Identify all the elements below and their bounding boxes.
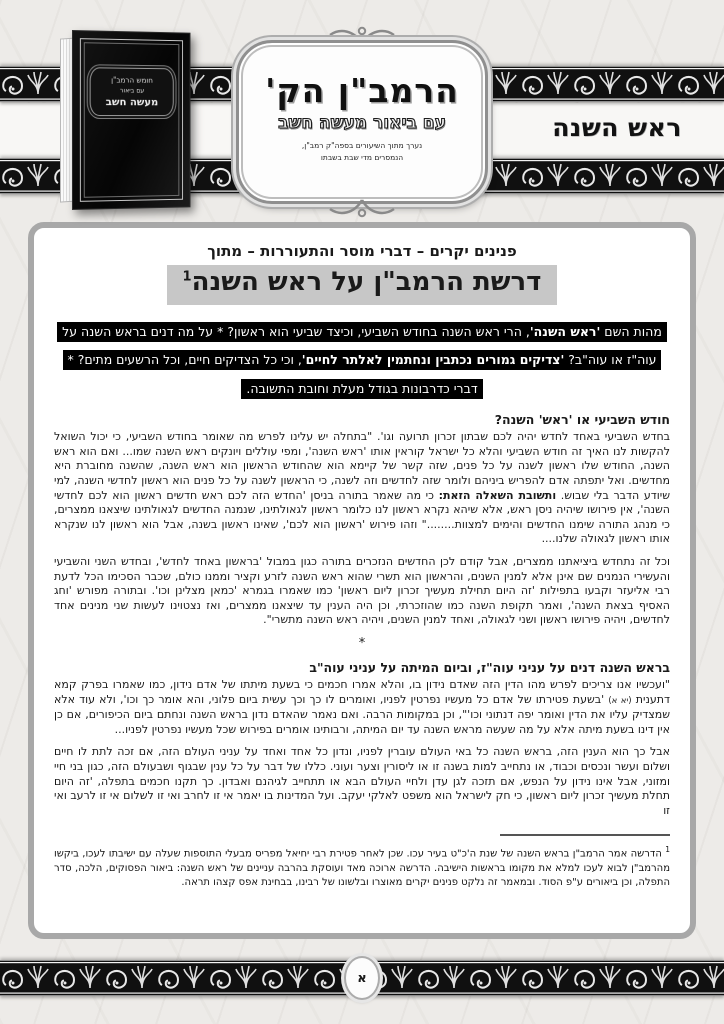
section-label: ראש השנה (552, 113, 682, 142)
title-footnote-ref: 1 (182, 269, 192, 285)
section-separator: * (358, 636, 366, 652)
masthead-tagline-line2: הנמסרים מדי שבת בשבתו (320, 153, 404, 162)
book-title-line1: חומש הרמב"ן (111, 75, 153, 85)
book-frame-inner (84, 42, 180, 198)
text-segment: 'בשעת פטירתו של אדם כל מעשיו נפרטין לפניו, ואומרים לו כך וכך עשית ביום פלוני, והא אומר כך וכו', ולא עוד אלא שמצדיק עליו את הדין ואומר יפה דנתוני וכו'", וכן במקומות הרבה. ואם נאמר שהאדם נדון בראש השנה ונחתם ביום הכיפורים, אם כן אין דינו בשעת מיתה אלא על מה שעשה מראש השנה עד יום המיתה, ורבותינו אומרים בפירוש שכל מעשיו נפרטין לפניו... (54, 692, 670, 736)
text-segment: מהות השם (600, 323, 662, 339)
text-segment: "ועכשיו אנו צריכים לפרש מהו הדין הזה שאדם נידון בו, והלא אמרו חכמים כי בשעת מיתתו של אדם נידון, כמו שאמרו בפרק קמא דתענית (54, 678, 670, 706)
text-segment: ותשובת השאלה הזאת: (438, 488, 557, 502)
masthead-tagline-line1: נערך מתוך השיעורים בספה"ק רמב"ן, (301, 141, 423, 150)
page-number: א (357, 970, 367, 986)
masthead-frame (236, 40, 488, 204)
article-sections (54, 412, 670, 818)
footnote (54, 843, 670, 889)
masthead-title: הרמב"ן הק' (265, 71, 459, 110)
text-segment: 'צדיקים גמורים נכתבין ונחתמין לאלתר לחיים' (301, 352, 565, 368)
article-kicker: פנינים יקרים – דברי מוסר והתעוררות – מתוך (207, 242, 517, 260)
book-title-cartouche (90, 67, 174, 116)
flourish-icon (320, 198, 404, 220)
abstract-highlight (57, 322, 667, 399)
section-heading: חודש השביעי או 'ראש' השנה? (494, 412, 670, 428)
masthead-subtitle: עם ביאור מעשה חשב (278, 113, 446, 133)
section-heading: בראש השנה דנים על עניני עוה"ז, וביום המיתה על עניני עוה"ב (309, 660, 670, 676)
body-paragraph (54, 430, 670, 547)
body-paragraph (54, 555, 670, 628)
book-front-cover (72, 30, 190, 210)
footnote-divider (500, 834, 670, 836)
text-segment: (יא א) (608, 695, 632, 706)
masthead (236, 28, 488, 216)
book-title-line3: מעשה חשב (105, 95, 159, 108)
body-paragraph (54, 678, 670, 737)
text-segment: , הרי ראש השנה בחודש השביעי, וכיצד שביעי הוא ראשון? * על מה דנים בראש השנה על עוה"ז או עוה"ב? (62, 323, 657, 368)
text-segment: אבל כך הוא הענין הזה, בראש השנה כל באי העולם עוברין לפניו, ונדון כל אחד ואחד על עניני העולם הזה, אם זכה לתת לו חיים ושלום ועשר ונכסים וכבוד, או נתחייב למות בשנה זו או ליסורין וצער ועוני. כללו של דבר על כל ענין שבגוף ושבעולם הזה, כגון בני חיי ומזוני, אבל אינו נידון על הנפש, אם תזכה לגן עדן ולחיי העולם הבא או תתחייב לגיהנם ואבדון. כך תקנו חכמים בתפלה, 'זה היום תחלת מעשיך זכרון ליום ראשון, כי חק לישראל הוא משפט לאלקי יעקב. ועל המדינות בו יאמר אי זו לחרב ואי זו לשלום אי זו לרעב ואי זו (54, 745, 670, 817)
article-frame (28, 222, 696, 939)
page-number-badge (344, 956, 380, 1000)
article-title: דרשת הרמב"ן על ראש השנה (191, 267, 542, 297)
masthead-tagline (239, 140, 485, 164)
text-segment: , וכי כל הצדיקים חיים, וכל הרשעים מתים? * דברי כדרבונות בגודל מעלת וחובת התשובה. (67, 352, 478, 396)
article-title-line (54, 265, 670, 305)
abstract-wrap (56, 317, 668, 402)
book-cover-image (58, 30, 196, 210)
footnote-ref: 1 (665, 845, 670, 855)
article-title-highlight (167, 265, 558, 305)
book-title-line2: עם ביאור (119, 86, 145, 95)
footnote-body: הדרשה אמר הרמב"ן בראש השנה של שנת ה'כ"ט בעיר עכו. שכן לאחר פטירת רבי יחיאל מפריס מבעלי התוספות שעלה עם ישיבתו לעכו, ביקשו מהרמב"ן לבוא לעכו למלא את מקומו בראשות הישיבה. הדרשה ארוכה מאד ועוסקת בהרבה עניינים של ראש השנה: ביאור הפסוקים, הלכה, סדר התפלה, וכן ביאורים ע"פ הסוד. ובמאמר זה נלקט פנינים יקרים מאוצרו ובלשונו של רבינו, בבחינת אפס קצהו תראה. (54, 848, 670, 888)
text-segment: כי מה שאמר בתורה בניסן 'החדש הזה לכם ראש חדשים ראשון הוא לכם לחדשי השנה', אין פירושו שיהיה ניסן ראש, אלא שיהא נקרא ראשון לנו כלומר ראשון לגאולתינו, שנמנה החדשים לגאולתינו שיצאנו ממצרים, כי מנהג התורה שימנו החדשים והימים למצוות........" וזהו פירוש 'ראשון הוא לכם', שאינו ראשון בשנה, אבל הוא ראשון לנו שנקרא אותו ראשון לגאולה שלנו.... (54, 488, 670, 546)
text-segment: 'ראש השנה' (529, 323, 601, 339)
text-segment: בחדש השביעי באחד לחדש יהיה לכם שבתון זכרון תרועה וגו'. "בתחלה יש עלינו לפרש מה שאומר בחודש השביעי, כי יכול השואל להקשות לנו האיך זה חודש השביעי והלא כל ישראל קוראין אותו 'ראש השנה', ומפי עוללים ויונקים ראש השנה שמו... ואם הוא ראש השנה, החודש שלו ראשון לשנה על כל פנים, שזה קשר של קיימא הוא שהחודש הראשון הוא ראש השנה, שהשנה מחוברת היא מחדשים. ואל יתפתה אדם להפריש ביניהם ולומר שזה לחדשים וזה לשנה, כי הראשון לשנה על כל פנים הוא ראשון לחדשי השנה, למי שיודע הדבר בלי שבוש. (54, 430, 670, 502)
text-segment: וכל זה נתחדש ביציאתנו ממצרים, אבל קודם לכן החדשים הנזכרים בתורה כגון במבול 'בראשון באחד לחדש', ובחדש השני והשביעי והעשירי הנמנים שם אינן אלא למנין השנים, והראשון הוא תשרי שהוא ראש השנה לזרע וקציר וממנו כולם, שכבר הסכימו הכל לדעת רבי אליעזר וקבעו בתפילות 'זה היום תחילת מעשיך זכרון ליום ראשון' כמו שאמרו בגמרא 'כמאן מצלינן וכו'. ובתורה מפורש 'וחג האסיף בצאת השנה', ואמר תקופת השנה כמו שהוזכרתי, וכן היה הענין עד שיצאנו ממצרים, ואז נצטוינו לעשות שני מנינים אחד לחדשים, ויהיה פירושו ראשון ושני לגאולה, ואחד למנין השנים, ויהיה ראש השנה מתשרי". (54, 555, 670, 627)
body-paragraph (54, 745, 670, 818)
